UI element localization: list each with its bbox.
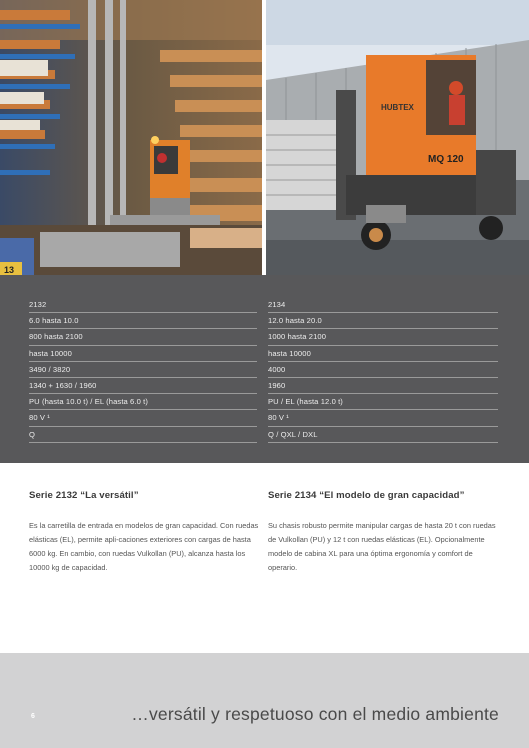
spec-lift-height: hasta 10000 — [29, 346, 257, 362]
photo-outdoor-forklift — [266, 0, 529, 275]
spec-capacity: 12.0 hasta 20.0 — [268, 313, 498, 329]
rack-number-label: 13 — [4, 265, 15, 275]
footer-slogan: …versátil y respetuoso con el medio ambiente — [131, 704, 499, 724]
spec-column-2134 — [268, 297, 498, 443]
outdoor-illustration — [266, 0, 529, 275]
series-2132-body: Es la carretilla de entrada en modelos de gran capacidad. Con ruedas elásticas (EL), permite apli-caciones exteriores con cargas de hasta 6000 kg. En cambio, con ruedas Vulkollan (PU), alcanza hasta los 10000 kg de capacidad. — [29, 521, 259, 572]
series-2134-description — [268, 490, 498, 575]
spec-load-center: 800 hasta 2100 — [29, 329, 257, 345]
spec-load-center: 1000 hasta 2100 — [268, 329, 498, 345]
spec-width: 1960 — [268, 378, 498, 394]
spec-cabin: Q — [29, 427, 257, 443]
series-2132-description — [29, 490, 259, 575]
spec-width: 1340 + 1630 / 1960 — [29, 378, 257, 394]
spec-tyres: PU / EL (hasta 12.0 t) — [268, 394, 498, 410]
footer-band — [0, 653, 529, 748]
warehouse-illustration — [0, 0, 262, 275]
spec-model: 2132 — [29, 297, 257, 313]
spec-length: 4000 — [268, 362, 498, 378]
spec-voltage: 80 V ¹ — [29, 410, 257, 426]
truck-model-label: MQ 120 — [428, 154, 464, 165]
series-2132-title: Serie 2132 “La versátil” — [29, 490, 139, 501]
spec-table — [0, 275, 529, 463]
spec-tyres: PU (hasta 10.0 t) / EL (hasta 6.0 t) — [29, 394, 257, 410]
spec-model: 2134 — [268, 297, 498, 313]
series-2134-title: Serie 2134 “El modelo de gran capacidad” — [268, 490, 465, 501]
truck-brand-label: HUBTEX — [381, 103, 414, 112]
spec-length: 3490 / 3820 — [29, 362, 257, 378]
spec-column-2132 — [29, 297, 257, 443]
series-2134-body: Su chasis robusto permite manipular cargas de hasta 20 t con ruedas de Vulkollan (PU) y 12 t con ruedas elásticas (EL). Opcionalmente modelo de cabina XL para una óptima ergonomía y comfort de operario. — [268, 521, 496, 572]
page-number: 6 — [31, 713, 35, 720]
spec-cabin: Q / QXL / DXL — [268, 427, 498, 443]
photo-warehouse-forklift — [0, 0, 262, 275]
spec-voltage: 80 V ¹ — [268, 410, 498, 426]
spec-lift-height: hasta 10000 — [268, 346, 498, 362]
spec-capacity: 6.0 hasta 10.0 — [29, 313, 257, 329]
photo-strip — [0, 0, 529, 275]
